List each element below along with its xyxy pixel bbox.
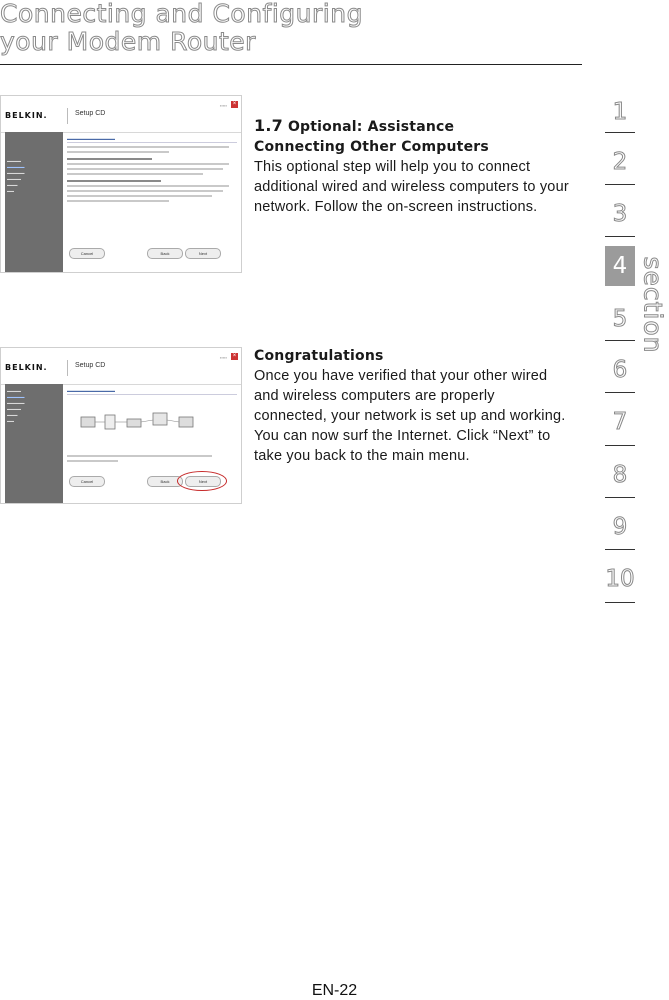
setup-screenshot-congratulations [0, 347, 242, 504]
sidebar-item: ▬▬▬ [7, 413, 18, 417]
sidebar-item: ▬▬▬▬▬ [7, 395, 25, 399]
section-label: section [638, 256, 667, 354]
belkin-logo: BELKIN. [5, 108, 68, 124]
sidebar-item: ▬▬▬▬▬ [7, 165, 25, 169]
screenshot-topbar [1, 348, 241, 385]
section-number: 6 [612, 357, 628, 383]
section-number: 7 [612, 409, 628, 435]
step-heading-line2: Connecting Other Computers [254, 139, 489, 155]
section-number: 2 [612, 149, 628, 175]
screenshot-panel-title: ▬▬▬▬▬▬▬▬▬▬▬▬ [67, 388, 237, 395]
sidebar-item: ▬▬▬▬ [7, 407, 21, 411]
step-congratulations-text [254, 346, 570, 466]
network-diagram-icon [71, 401, 221, 441]
sidebar-item: ▬▬▬▬ [7, 159, 21, 163]
screenshot-help-link: ▪▪▪▪▪ [219, 355, 227, 360]
close-icon: × [232, 353, 237, 359]
screenshot-sidebar [5, 132, 63, 272]
cancel-button: Cancel [69, 248, 105, 259]
back-button: Back [147, 476, 183, 487]
cancel-button: Cancel [69, 476, 105, 487]
section-number: 1 [612, 99, 628, 125]
sidebar-item: ▬▬▬▬ [7, 177, 21, 181]
section-number: 10 [605, 566, 635, 592]
next-button: Next [185, 248, 221, 259]
next-highlight-circle [177, 471, 227, 491]
step-assistance-text [254, 116, 570, 217]
screenshot-app-title: Setup CD [75, 362, 106, 369]
screenshot-panel-title: ▬▬▬▬▬▬▬▬▬▬▬▬ [67, 136, 237, 143]
screenshot-app-title: Setup CD [75, 110, 106, 117]
header-divider [0, 64, 582, 65]
sidebar-item: ▬▬ [7, 419, 14, 423]
screenshot-sidebar [5, 384, 63, 503]
back-button: Back [147, 248, 183, 259]
step-heading: Congratulations [254, 348, 384, 364]
screenshot-main-panel [67, 388, 237, 503]
setup-screenshot-assistance [0, 95, 242, 273]
sidebar-item: ▬▬▬▬ [7, 389, 21, 393]
screenshot-topbar [1, 96, 241, 133]
next-button: Next [185, 476, 221, 487]
step-body: Once you have verified that your other wired and wireless computers are properly connected, your network is set up and working. You can now surf the Internet. Click “Next” to take you back to the main menu. [254, 368, 566, 464]
chapter-title: Connecting and Configuring your Modem Router [0, 0, 363, 56]
close-icon: × [232, 101, 237, 107]
sidebar-item: ▬▬▬▬▬ [7, 171, 25, 175]
step-body: This optional step will help you to connect additional wired and wireless computers to your network. Follow the on-screen instructions. [254, 159, 569, 215]
step-heading: 1.7 Optional: Assistance [254, 116, 455, 135]
screenshot-help-link: ▪▪▪▪▪ [219, 103, 227, 108]
sidebar-item: ▬▬▬ [7, 183, 18, 187]
section-number-active: 4 [605, 246, 635, 286]
belkin-logo: BELKIN. [5, 360, 68, 376]
sidebar-item: ▬▬▬▬▬ [7, 401, 25, 405]
screenshot-main-panel [67, 136, 237, 272]
section-number: 8 [612, 462, 628, 488]
step-number: 1.7 [254, 116, 283, 135]
section-number: 3 [612, 201, 628, 227]
page-number: EN-22 [311, 982, 358, 999]
sidebar-item: ▬▬ [7, 189, 14, 193]
section-number: 9 [612, 514, 628, 540]
section-number: 5 [612, 306, 628, 332]
